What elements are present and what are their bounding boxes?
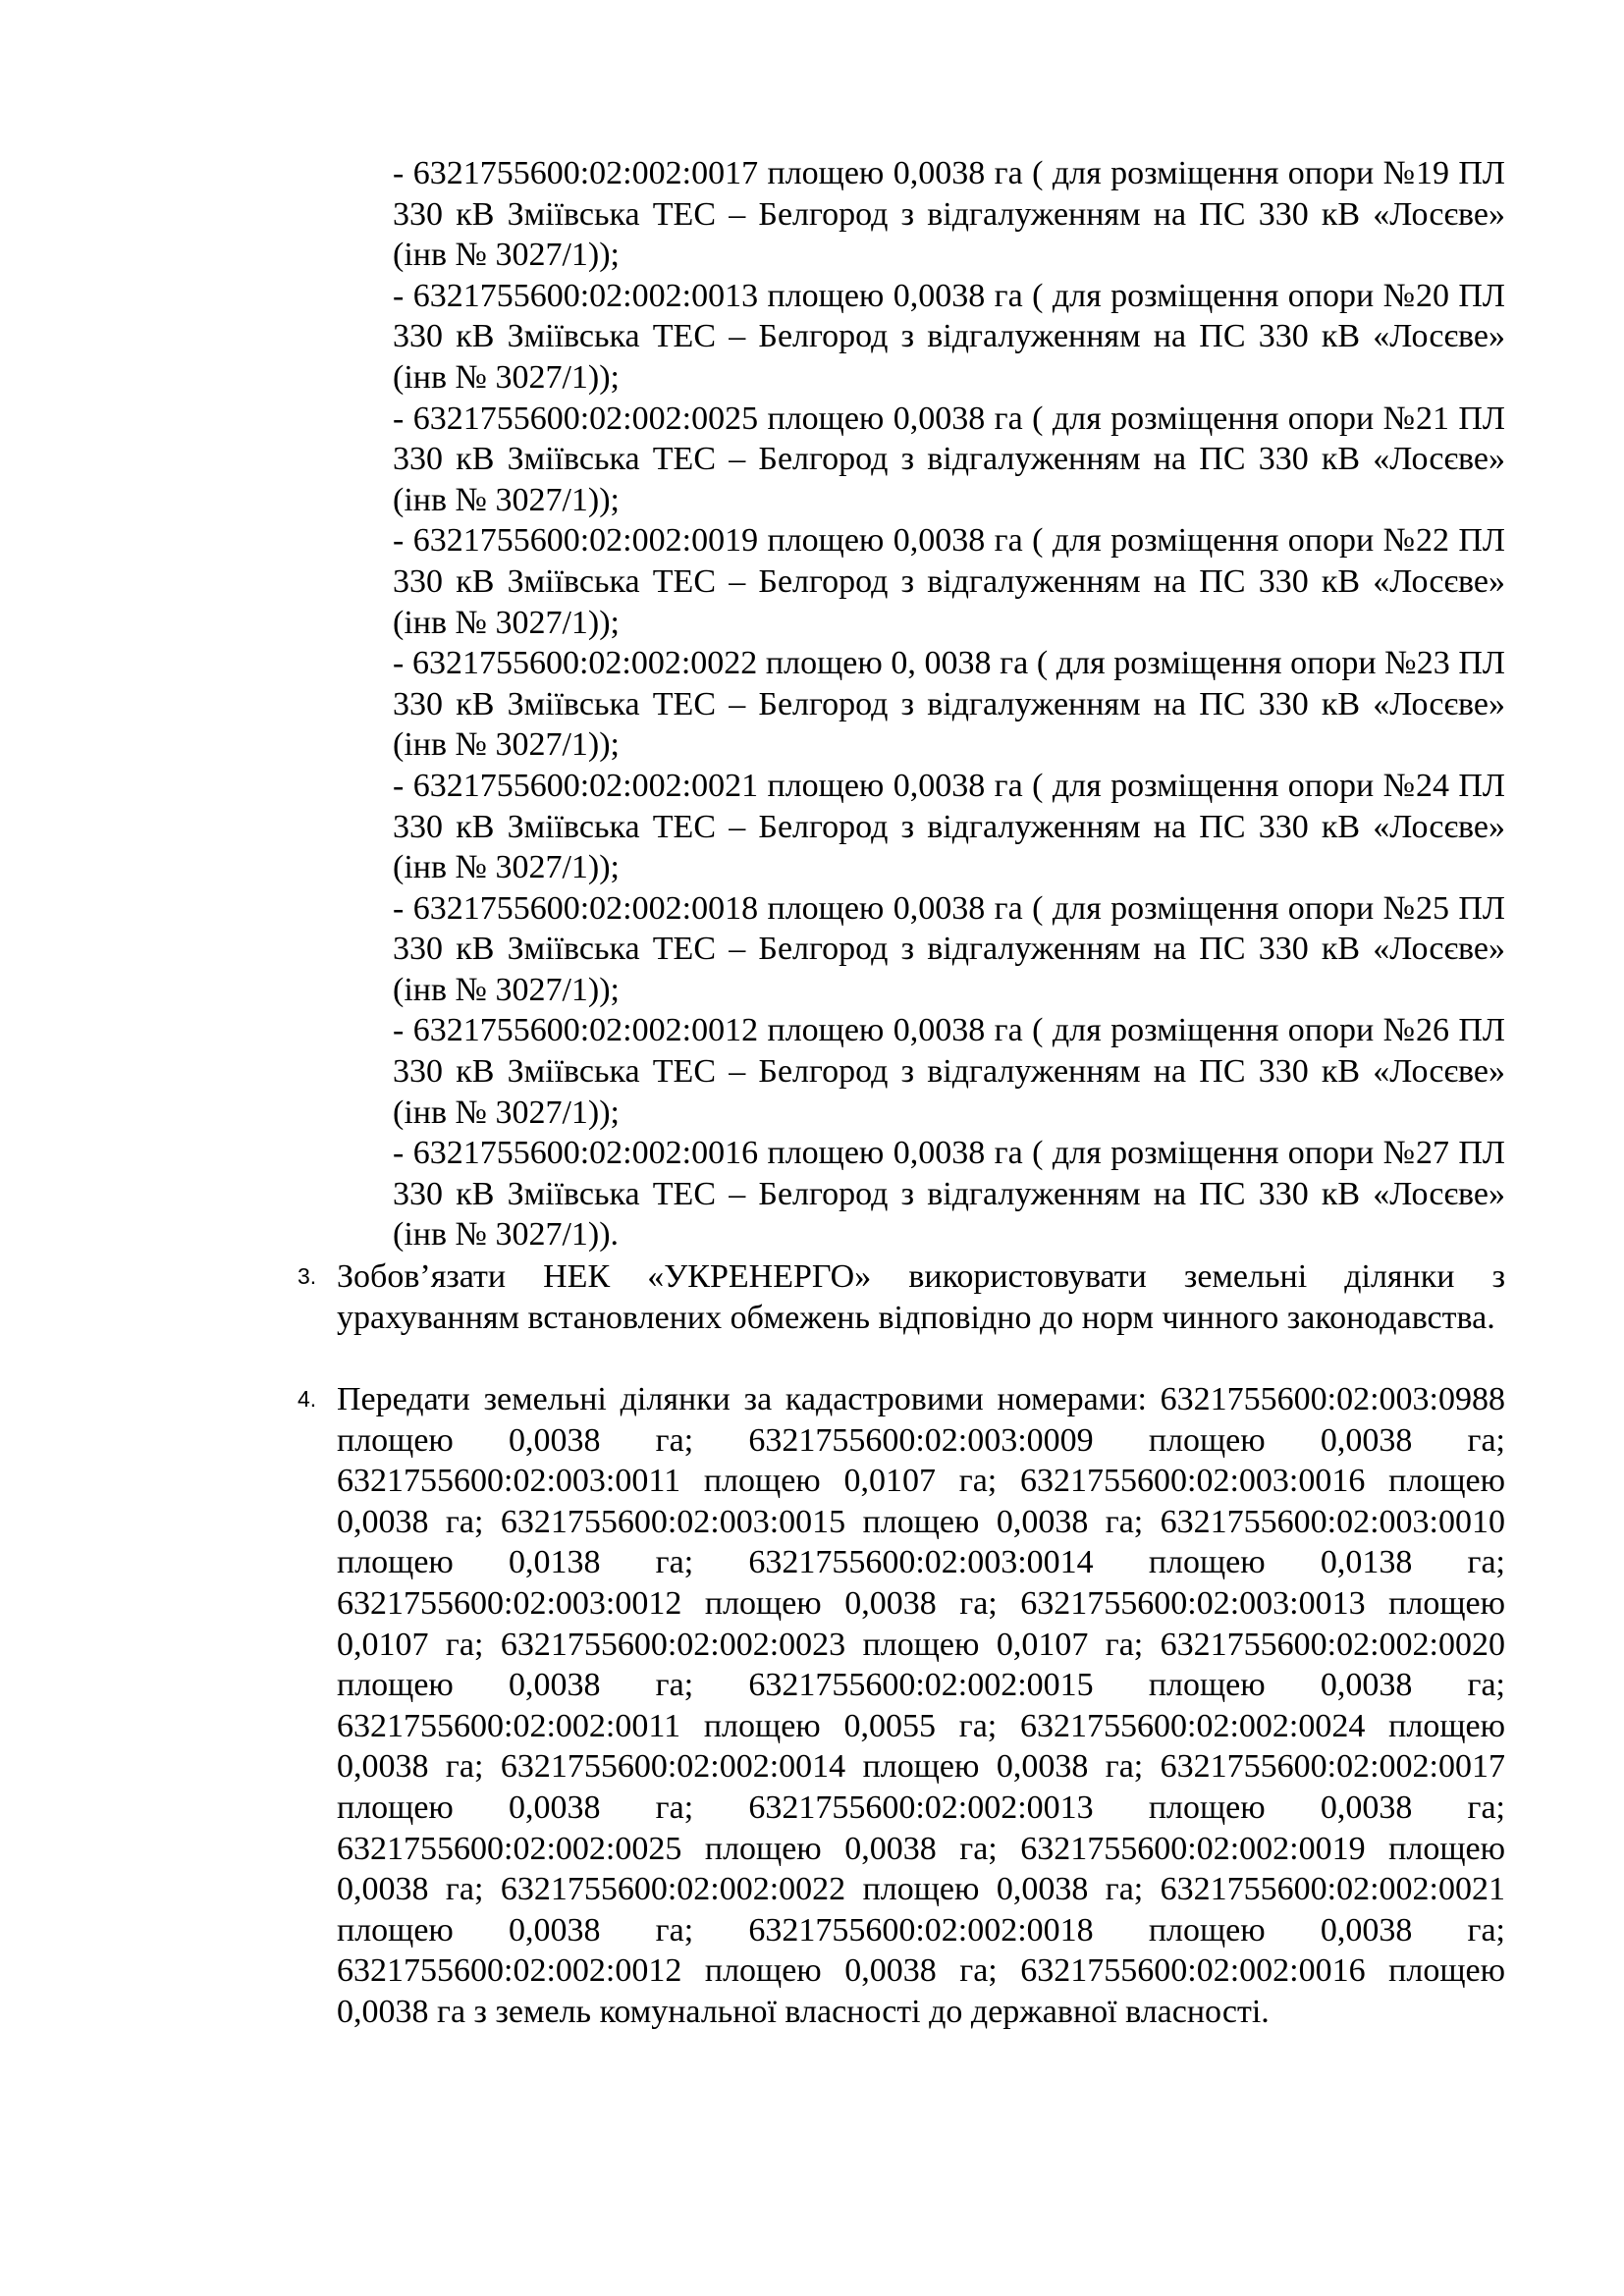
parcel-item-22: - 6321755600:02:002:0019 площею 0,0038 га ( для розміщення опори №22 ПЛ 330 кВ Зміївська ТЕС – Белгород з відгалуженням на ПС 330 кВ «Лосєве» (інв № 3027/1)); <box>393 522 1505 641</box>
parcel-list <box>393 153 1505 1255</box>
parcel-item-19: - 6321755600:02:002:0017 площею 0,0038 га ( для розміщення опори №19 ПЛ 330 кВ Зміївська ТЕС – Белгород з відгалуженням на ПС 330 кВ «Лосєве» (інв № 3027/1)); <box>393 155 1505 274</box>
parcel-item-23: - 6321755600:02:002:0022 площею 0, 0038 га ( для розміщення опори №23 ПЛ 330 кВ Зміївська ТЕС – Белгород з відгалуженням на ПС 330 кВ «Лосєве» (інв № 3027/1)); <box>393 645 1505 764</box>
item-4-number: 4. <box>298 1386 317 1412</box>
parcel-item-27: - 6321755600:02:002:0016 площею 0,0038 га ( для розміщення опори №27 ПЛ 330 кВ Зміївська ТЕС – Белгород з відгалуженням на ПС 330 кВ «Лосєве» (інв № 3027/1)). <box>393 1135 1505 1254</box>
parcel-item-24: - 6321755600:02:002:0021 площею 0,0038 га ( для розміщення опори №24 ПЛ 330 кВ Зміївська ТЕС – Белгород з відгалуженням на ПС 330 кВ «Лосєве» (інв № 3027/1)); <box>393 767 1505 886</box>
parcel-item-25: - 6321755600:02:002:0018 площею 0,0038 га ( для розміщення опори №25 ПЛ 330 кВ Зміївська ТЕС – Белгород з відгалуженням на ПС 330 кВ «Лосєве» (інв № 3027/1)); <box>393 889 1505 1008</box>
parcel-item-20: - 6321755600:02:002:0013 площею 0,0038 га ( для розміщення опори №20 ПЛ 330 кВ Зміївська ТЕС – Белгород з відгалуженням на ПС 330 кВ «Лосєве» (інв № 3027/1)); <box>393 277 1505 396</box>
parcel-item-21: - 6321755600:02:002:0025 площею 0,0038 га ( для розміщення опори №21 ПЛ 330 кВ Зміївська ТЕС – Белгород з відгалуженням на ПС 330 кВ «Лосєве» (інв № 3027/1)); <box>393 400 1505 518</box>
item-3-text: Зобов’язати НЕК «УКРЕНЕРГО» використовувати земельні ділянки з урахуванням встановлених обмежень відповідно до норм чинного законодавства. <box>337 1258 1505 1336</box>
parcel-item-26: - 6321755600:02:002:0012 площею 0,0038 га ( для розміщення опори №26 ПЛ 330 кВ Зміївська ТЕС – Белгород з відгалуженням на ПС 330 кВ «Лосєве» (інв № 3027/1)); <box>393 1012 1505 1131</box>
item-3-number: 3. <box>298 1263 317 1289</box>
item-4-text: Передати земельні ділянки за кадастровими номерами: 6321755600:02:003:0988 площею 0,0038 га; 6321755600:02:003:0009 площею 0,0038 га; 6321755600:02:003:0011 площею 0,0107 га; 6321755600:02:003:0016 площею 0,0038 га; 6321755600:02:003:0015 площею 0,0038 га; 6321755600:02:003:0010 площею 0,0138 га; 6321755600:02:003:0014 площею 0,0138 га; 6321755600:02:003:0012 площею 0,0038 га; 6321755600:02:003:0013 площею 0,0107 га; 6321755600:02:002:0023 площею 0,0107 га; 6321755600:02:002:0020 площею 0,0038 га; 6321755600:02:002:0015 площею 0,0038 га; 6321755600:02:002:0011 площею 0,0055 га; 6321755600:02:002:0024 площею 0,0038 га; 6321755600:02:002:0014 площею 0,0038 га; 6321755600:02:002:0017 площею 0,0038 га; 6321755600:02:002:0013 площею 0,0038 га; 6321755600:02:002:0025 площею 0,0038 га; 6321755600:02:002:0019 площею 0,0038 га; 6321755600:02:002:0022 площею 0,0038 га; 6321755600:02:002:0021 площею 0,0038 га; 6321755600:02:002:0018 площею 0,0038 га; 6321755600:02:002:0012 площею 0,0038 га; 6321755600:02:002:0016 площею 0,0038 га з земель комунальної власності до державної власності. <box>337 1381 1505 2030</box>
